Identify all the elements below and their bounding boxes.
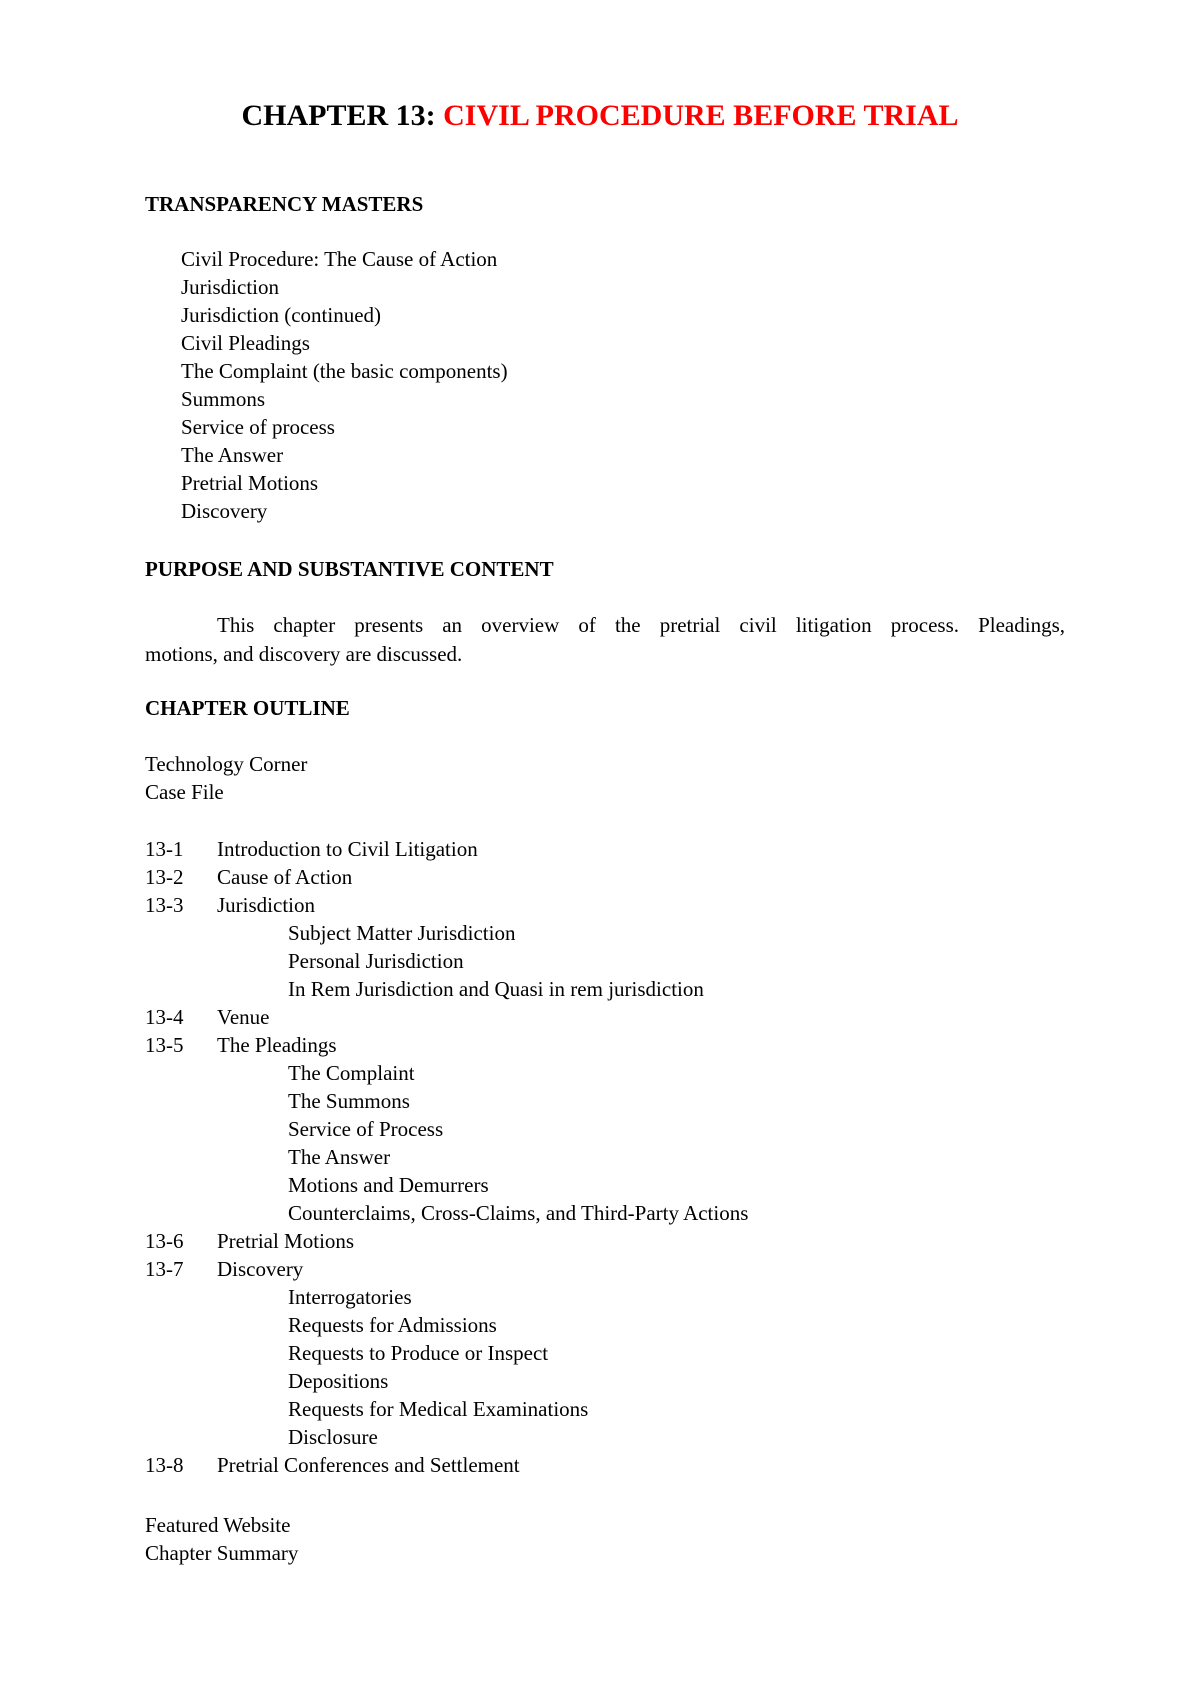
outline-closing-list	[145, 1511, 298, 1567]
list-item: Jurisdiction	[181, 275, 279, 299]
outline-subitem: Counterclaims, Cross-Claims, and Third-Party Actions	[288, 1201, 749, 1225]
list-item: Featured Website	[145, 1513, 291, 1537]
transparency-masters-list	[181, 245, 508, 525]
outline-number: 13-3	[145, 893, 184, 917]
outline-subitem: Depositions	[288, 1369, 389, 1393]
list-item: Service of process	[181, 415, 335, 439]
list-item: Summons	[181, 387, 266, 411]
list-item: Discovery	[181, 499, 268, 523]
outline-title: Pretrial Motions	[217, 1229, 355, 1253]
outline-subitem: Requests to Produce or Inspect	[288, 1341, 549, 1365]
outline-title: Jurisdiction	[217, 893, 315, 917]
outline-title: Introduction to Civil Litigation	[217, 837, 478, 861]
list-item: The Answer	[181, 443, 284, 467]
purpose-paragraph-line: motions, and discovery are discussed.	[145, 642, 463, 666]
list-item: Case File	[145, 780, 224, 804]
outline-subitem: Service of Process	[288, 1117, 444, 1141]
outline-subitem: Requests for Medical Examinations	[288, 1397, 589, 1421]
purpose-paragraph-line: This chapter presents an overview of the pretrial civil litigation process. Pleadings,	[217, 613, 1065, 637]
outline-entry-13-8	[145, 1451, 748, 1479]
chapter-title-prefix: CHAPTER 13:	[241, 99, 444, 132]
outline-entry-13-5	[145, 1031, 748, 1059]
chapter-outline-list	[145, 835, 748, 1479]
outline-subitem: Disclosure	[288, 1425, 378, 1449]
outline-title: Pretrial Conferences and Settlement	[217, 1453, 520, 1477]
outline-entry-13-7	[145, 1255, 748, 1283]
transparency-masters-heading: TRANSPARENCY MASTERS	[145, 192, 424, 216]
list-item: Technology Corner	[145, 752, 308, 776]
outline-title: Venue	[217, 1005, 270, 1029]
outline-entry-13-4	[145, 1003, 748, 1031]
list-item: Pretrial Motions	[181, 471, 319, 495]
outline-subitem: Personal Jurisdiction	[288, 949, 464, 973]
outline-number: 13-1	[145, 837, 184, 861]
list-item: Chapter Summary	[145, 1541, 299, 1565]
outline-number: 13-6	[145, 1229, 184, 1253]
outline-number: 13-8	[145, 1453, 184, 1477]
outline-number: 13-5	[145, 1033, 184, 1057]
chapter-outline-heading: CHAPTER OUTLINE	[145, 696, 350, 720]
list-item: The Complaint (the basic components)	[181, 359, 508, 383]
outline-subitem: The Answer	[288, 1145, 391, 1169]
purpose-paragraph	[145, 611, 1065, 669]
chapter-title	[0, 96, 1200, 136]
outline-entry-13-6	[145, 1227, 748, 1255]
outline-subitem: Motions and Demurrers	[288, 1173, 489, 1197]
outline-subitem: The Summons	[288, 1089, 410, 1113]
outline-number: 13-7	[145, 1257, 184, 1281]
list-item: Jurisdiction (continued)	[181, 303, 382, 327]
outline-entry-13-1	[145, 835, 748, 863]
outline-title: Discovery	[217, 1257, 304, 1281]
chapter-title-accent: CIVIL PROCEDURE BEFORE TRIAL	[443, 99, 959, 132]
list-item: Civil Pleadings	[181, 331, 310, 355]
outline-number: 13-4	[145, 1005, 184, 1029]
outline-title: Cause of Action	[217, 865, 353, 889]
outline-subitem: Interrogatories	[288, 1285, 412, 1309]
outline-number: 13-2	[145, 865, 184, 889]
outline-title: The Pleadings	[217, 1033, 337, 1057]
outline-entry-13-2	[145, 863, 748, 891]
outline-entry-13-3	[145, 891, 748, 919]
outline-subitem: Subject Matter Jurisdiction	[288, 921, 516, 945]
list-item: Civil Procedure: The Cause of Action	[181, 247, 498, 271]
outline-subitem: In Rem Jurisdiction and Quasi in rem jurisdiction	[288, 977, 704, 1001]
outline-subitem: The Complaint	[288, 1061, 415, 1085]
outline-intro-list	[145, 750, 307, 806]
purpose-heading: PURPOSE AND SUBSTANTIVE CONTENT	[145, 557, 554, 581]
outline-subitem: Requests for Admissions	[288, 1313, 497, 1337]
